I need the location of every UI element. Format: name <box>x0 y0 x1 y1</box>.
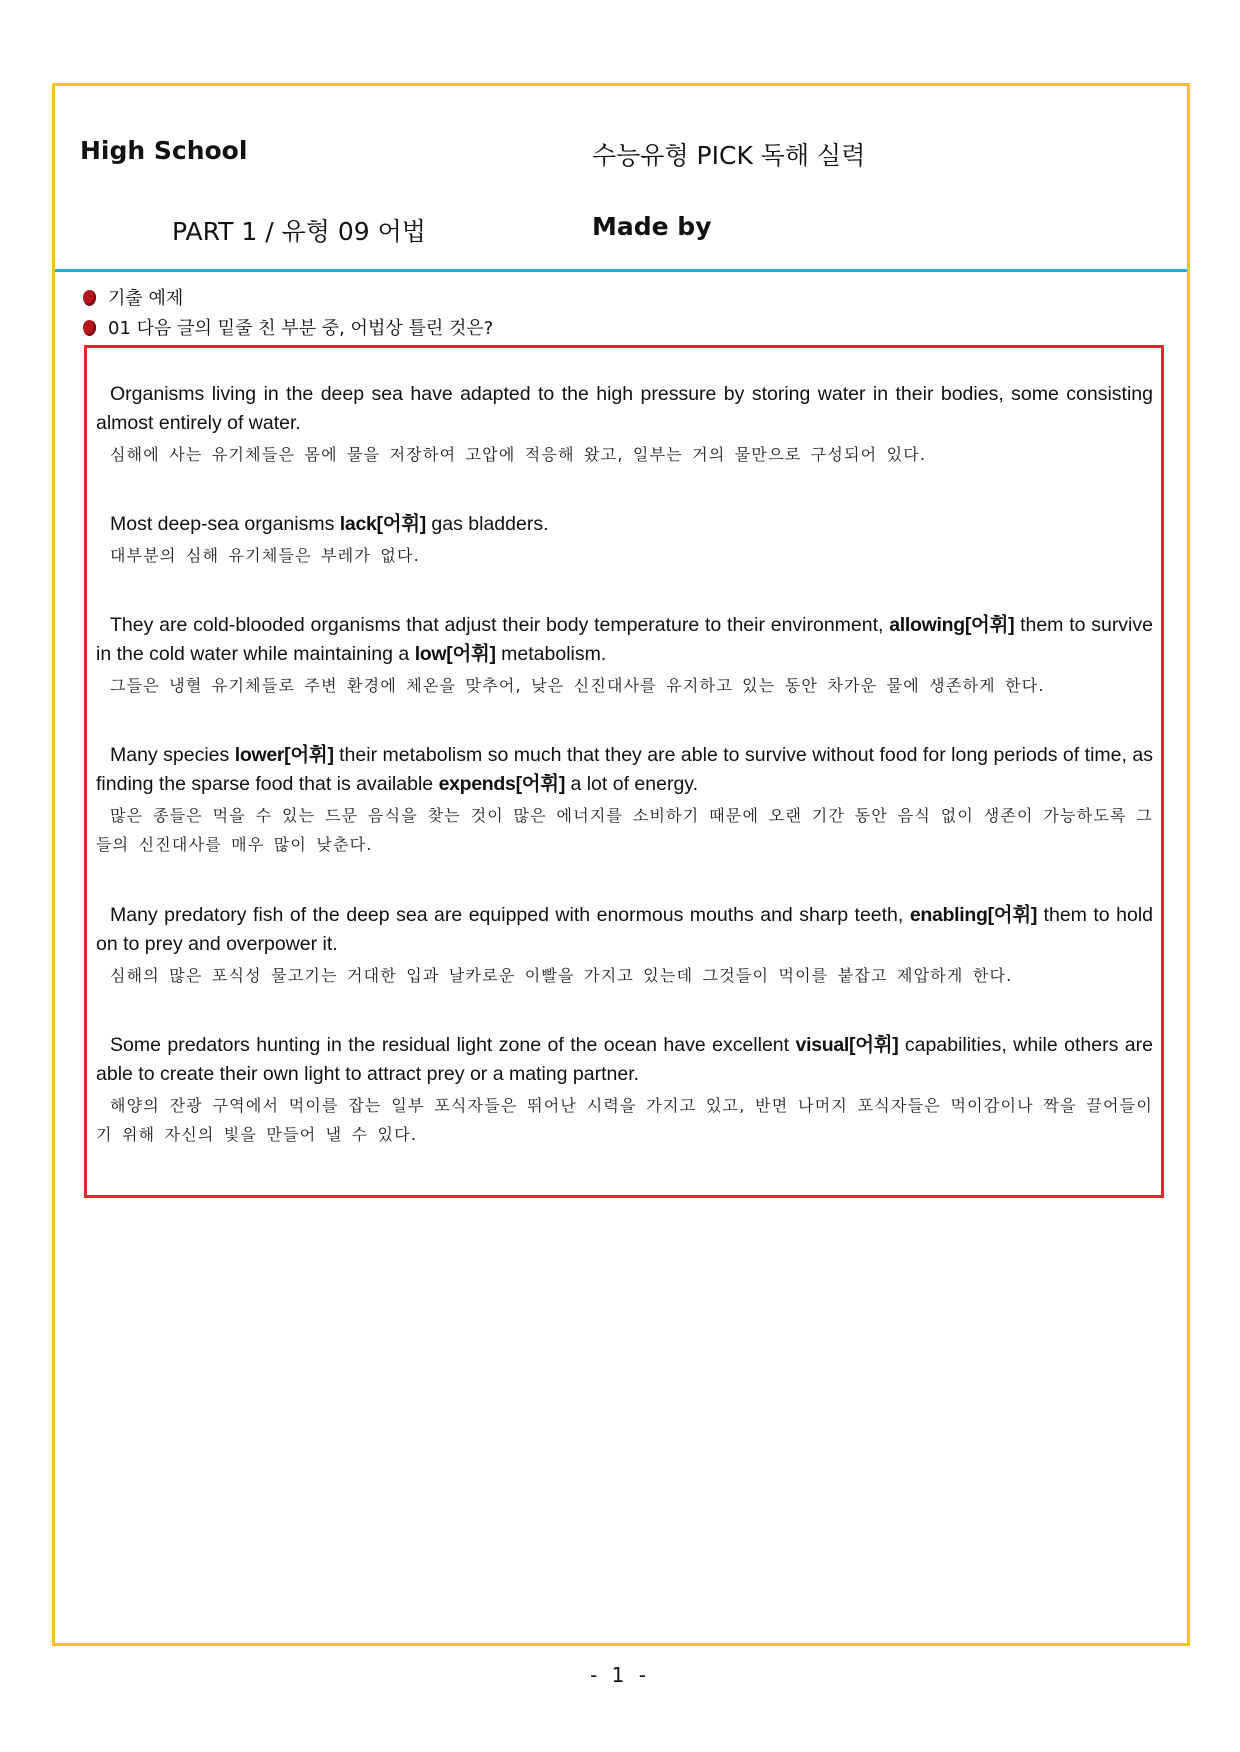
english-text: Organisms living in the deep sea have adapted to the high pressure by storing water in their bodies, some consisting almost entirely of water. <box>96 383 1153 434</box>
question-text: 01 다음 글의 밑줄 친 부분 중, 어법상 틀린 것은? <box>108 318 494 339</box>
korean-translation: 심해의 많은 포식성 물고기는 거대한 입과 날카로운 이빨을 가지고 있는데 그것들이 먹이를 붙잡고 제압하게 한다. <box>110 966 1013 985</box>
vocab-marked-word: enabling[어휘] <box>909 904 1038 926</box>
english-sentence <box>96 380 1153 438</box>
english-text: metabolism. <box>495 643 607 665</box>
passage-paragraph <box>96 901 1153 990</box>
english-text: their metabolism so much that they are able to survive without food for long periods of time, as finding the sparse food that is available <box>96 744 1153 795</box>
passage-paragraph <box>96 1031 1153 1149</box>
question-label <box>83 314 493 340</box>
english-text: Many predatory fish of the deep sea are equipped with enormous mouths and sharp teeth, <box>110 904 910 926</box>
english-text: gas bladders. <box>426 513 549 535</box>
english-sentence <box>96 741 1153 799</box>
korean-translation: 심해에 사는 유기체들은 몸에 물을 저장하여 고압에 적응해 왔고, 일부는 거의 물만으로 구성되어 있다. <box>110 445 927 464</box>
passage-box <box>84 345 1164 1198</box>
passage-paragraph <box>96 611 1153 700</box>
section-label-text: 기출 예제 <box>108 288 184 309</box>
english-text: them to hold on to prey and overpower it. <box>96 904 1154 955</box>
made-by: Made by <box>592 212 712 241</box>
english-text: Some predators hunting in the residual light zone of the ocean have excellent <box>110 1034 796 1056</box>
passage-paragraph <box>96 741 1153 859</box>
korean-translation: 많은 종들은 먹을 수 있는 드문 음식을 찾는 것이 많은 에너지를 소비하기 때문에 오랜 기간 동안 음식 없이 생존이 가능하도록 그들의 신진대사를 매우 많이 낮춘다. <box>96 806 1153 854</box>
english-sentence <box>96 510 1153 539</box>
vocab-marked-word: lack[어휘] <box>339 513 426 535</box>
korean-translation: 그들은 냉혈 유기체들로 주변 환경에 체온을 맞추어, 낮은 신진대사를 유지하고 있는 동안 차가운 물에 생존하게 한다. <box>110 676 1045 695</box>
header <box>55 86 1187 272</box>
vocab-marked-word: low[어휘] <box>414 643 496 665</box>
vocab-marked-word: allowing[어휘] <box>889 614 1015 636</box>
english-text: capabilities, while others are able to create their own light to attract prey or a mating partner. <box>96 1034 1153 1085</box>
page-frame <box>52 83 1190 1646</box>
english-sentence <box>96 901 1153 959</box>
vocab-marked-word: visual[어휘] <box>795 1034 899 1056</box>
red-bullet-icon <box>83 290 96 306</box>
header-rule <box>55 269 1187 272</box>
korean-translation: 해양의 잔광 구역에서 먹이를 잡는 일부 포식자들은 뛰어난 시력을 가지고 있고, 반면 나머지 포식자들은 먹이감이나 짝을 끌어들이기 위해 자신의 빛을 만들어 낼 수 있다. <box>96 1096 1153 1144</box>
english-text: They are cold-blooded organisms that adjust their body temperature to their environment, <box>110 614 890 636</box>
english-text: Many species <box>110 744 235 766</box>
korean-translation: 대부분의 심해 유기체들은 부레가 없다. <box>110 546 420 565</box>
english-text: them to survive in the cold water while maintaining a <box>96 614 1153 665</box>
page-number: - 1 - <box>590 1663 650 1687</box>
red-bullet-icon <box>83 320 96 336</box>
vocab-marked-word: expends[어휘] <box>438 773 566 795</box>
passage-paragraph <box>96 380 1153 469</box>
section-label <box>83 284 183 310</box>
passage-paragraph <box>96 510 1153 570</box>
english-text: Most deep-sea organisms <box>110 513 340 535</box>
school-level: High School <box>80 136 248 165</box>
english-sentence <box>96 1031 1153 1089</box>
vocab-marked-word: lower[어휘] <box>234 744 334 766</box>
english-text: a lot of energy. <box>565 773 699 795</box>
part-title: PART 1 / 유형 09 어법 <box>172 217 426 246</box>
book-title: 수능유형 PICK 독해 실력 <box>592 141 866 170</box>
english-sentence <box>96 611 1153 669</box>
